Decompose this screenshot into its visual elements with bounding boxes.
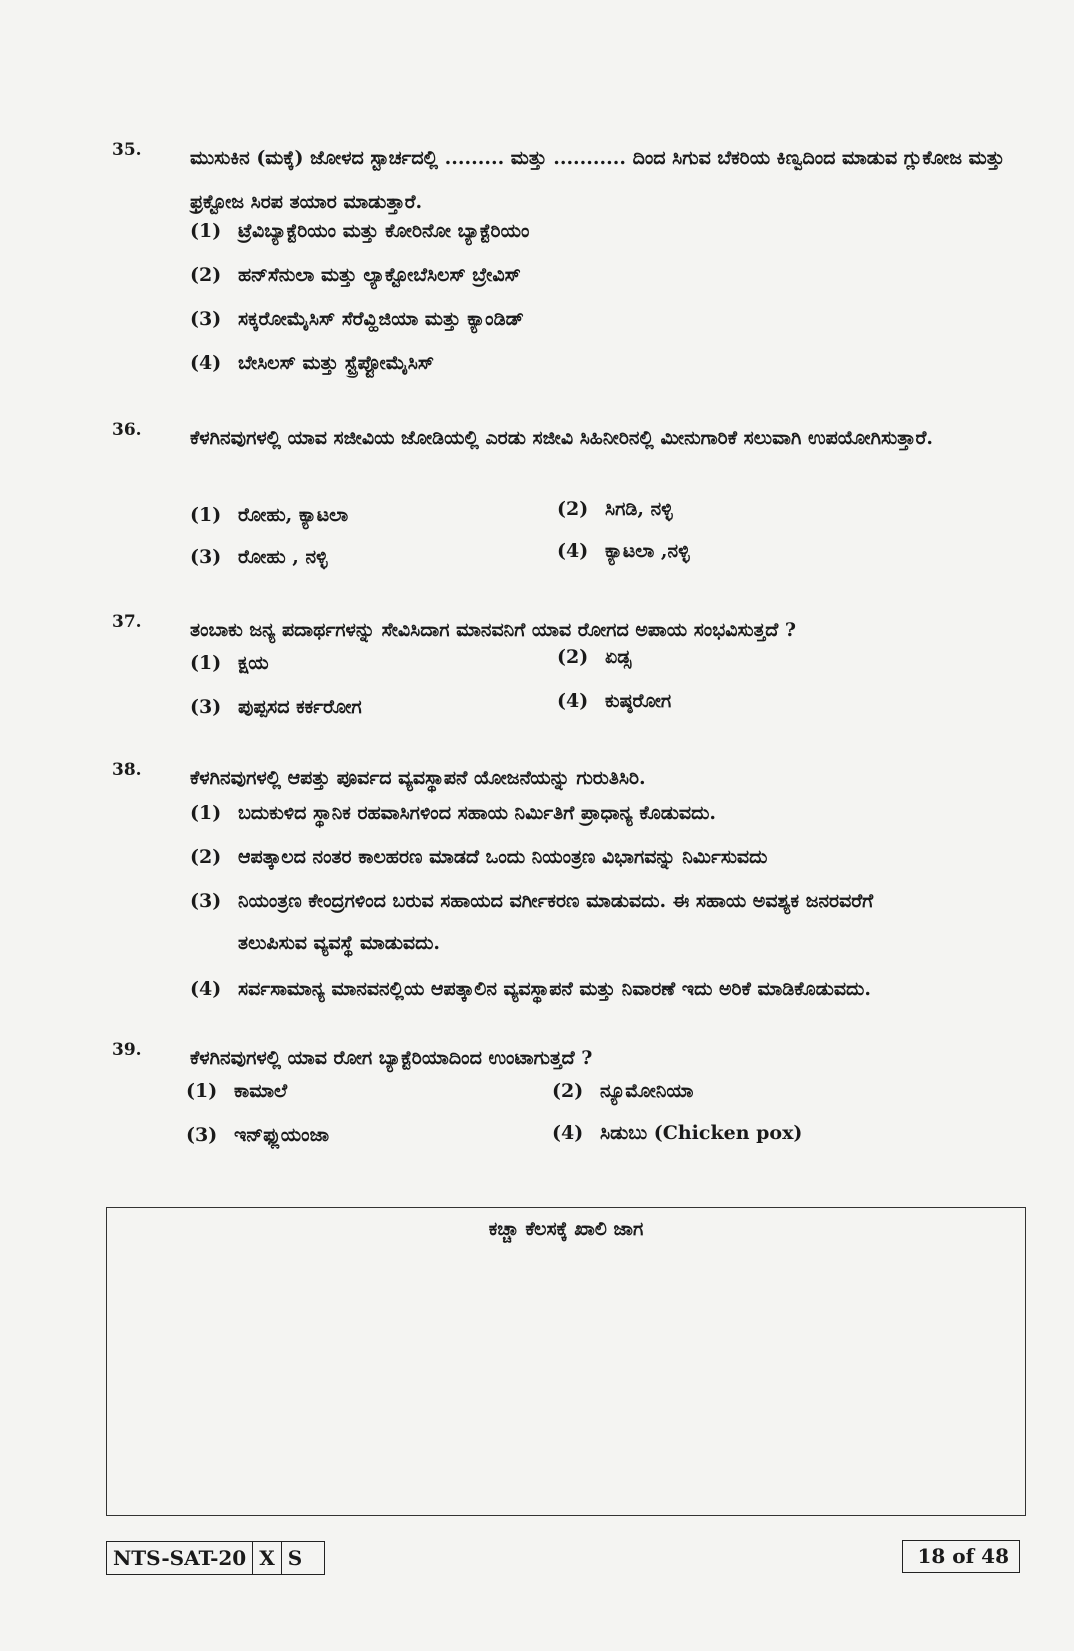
question-number: 39. [112,1040,142,1060]
question-text: ತಂಬಾಕು ಜನ್ಯ ಪದಾರ್ಥಗಳನ್ನು ಸೇವಿಸಿದಾಗ ಮಾನವನಿಗೆ ಯಾವ ರೋಗದ ಅಪಾಯ ಸಂಭವಿಸುತ್ತದೆ ? [190,619,797,641]
option-number: (3) [186,1124,218,1146]
option-number: (2) [190,846,222,868]
option-number: (2) [552,1080,584,1102]
paper-code-box [106,1541,325,1575]
paper-set: X [253,1542,282,1574]
option-number: (3) [190,696,222,718]
page-number: 18 of 48 [902,1540,1020,1573]
option-3-continued: ತಲುಪಿಸುವ ವ್ಯವಸ್ಥೆ ಮಾಡುವದು. [238,932,440,954]
option-text: ಸಕ್ಕರೋಮೈಸಿಸ್ ಸೆರೆವ್ಹಿಜಿಯಾ ಮತ್ತು ಕ್ಯಾಂಡಿಡ್ [238,308,524,330]
option-number: (3) [190,890,222,912]
question-text: ಕೆಳಗಿನವುಗಳಲ್ಲಿ ಯಾವ ರೋಗ ಬ್ಯಾಕ್ಟೆರಿಯಾದಿಂದ ಉಂಟಾಗುತ್ತದೆ ? [190,1047,593,1069]
option-2 [557,646,631,668]
option-number: (1) [190,802,222,824]
option-text: ಬೇಸಿಲಸ್ ಮತ್ತು ಸ್ಟ್ರೆಪ್ಟೋಮೈಸಿಸ್ [238,352,435,374]
option-number: (4) [557,540,589,562]
option-text: ಹನ್‌ಸೆನುಲಾ ಮತ್ತು ಲ್ಯಾಕ್ಟೋಬೆಸಿಲಸ್ ಬ್ರೇವಿಸ್ [238,264,521,286]
rough-work-title: ಕಚ್ಚಾ ಕೆಲಸಕ್ಕೆ ಖಾಲಿ ಜಾಗ [488,1218,644,1240]
option-number: (1) [190,220,222,242]
option-number: (1) [190,504,222,526]
option-1 [190,504,348,526]
option-number: (4) [557,690,589,712]
question-text: ಕೆಳಗಿನವುಗಳಲ್ಲಿ ಆಪತ್ತು ಪೂರ್ವದ ವ್ಯವಸ್ಥಾಪನೆ ಯೋಜನೆಯನ್ನು ಗುರುತಿಸಿರಿ. [190,767,646,789]
question-text: ಕೆಳಗಿನವುಗಳಲ್ಲಿ ಯಾವ ಸಜೀವಿಯ ಜೋಡಿಯಲ್ಲಿ ಎರಡು ಸಜೀವಿ ಸಿಹಿನೀರಿನಲ್ಲಿ ಮೀನುಗಾರಿಕೆ ಸಲುವಾಗಿ ಉಪಯೋಗಿಸುತ್ತಾರೆ. [190,427,933,449]
option-2 [190,264,521,286]
option-number: (2) [190,264,222,286]
question-text: ಮುಸುಕಿನ (ಮಕ್ಕೆ) ಜೋಳದ ಸ್ಟಾರ್ಚದಲ್ಲಿ ......... ಮತ್ತು ........... ದಿಂದ ಸಿಗುವ ಬೆಕರಿಯ ಕಿಣ್ವದಿಂದ ಮಾಡುವ ಗ್ಲುಕೋಜ ಮತ್ತು ಫ್ರಕ್ಟೋಜ ಸಿರಪ ತಯಾರ ಮಾಡುತ್ತಾರೆ. [190,147,1005,213]
option-2 [190,846,767,868]
option-1 [190,220,529,242]
option-4 [552,1122,802,1144]
option-3 [190,308,524,330]
rough-work-box [106,1207,1026,1516]
option-text: ಸಿಗಡಿ, ನಳ್ಳಿ [605,498,673,520]
option-1 [190,652,269,674]
option-text: ಕ್ಷಯ [238,652,269,674]
option-text: ಏಡ್ಸ [605,646,632,668]
option-text: ಇನ್‌ಫ್ಲುಯಂಜಾ [234,1124,330,1146]
option-text: ರೋಹು, ಕ್ಯಾಟಲಾ [238,504,349,526]
option-2 [552,1080,693,1102]
option-3 [190,696,362,718]
option-text: ಕಾಮಾಲೆ [234,1080,288,1102]
option-4 [557,540,690,562]
option-number: (2) [557,498,589,520]
option-4 [190,978,871,1000]
option-3 [186,1124,329,1146]
option-3 [190,546,328,568]
question-number: 36. [112,420,142,440]
option-text: ಆಪತ್ಕಾಲದ ನಂತರ ಕಾಲಹರಣ ಮಾಡದೆ ಒಂದು ನಿಯಂತ್ರಣ ವಿಭಾಗವನ್ನು ನಿರ್ಮಿಸುವದು [238,846,768,868]
question-number: 38. [112,760,142,780]
question-number: 35. [112,140,142,160]
option-1 [190,802,716,824]
option-text: ಬದುಕುಳಿದ ಸ್ಥಾನಿಕ ರಹವಾಸಿಗಳಿಂದ ಸಹಾಯ ನಿರ್ಮಿತಿಗೆ ಪ್ರಾಧಾನ್ಯ ಕೊಡುವದು. [238,802,717,824]
option-text: ಸರ್ವಸಾಮಾನ್ಯ ಮಾನವನಲ್ಲಿಯ ಆಪತ್ಕಾಲಿನ ವ್ಯವಸ್ಥಾಪನೆ ಮತ್ತು ನಿವಾರಣೆ ಇದು ಅರಿಕೆ ಮಾಡಿಕೊಡುವದು. [238,978,871,1000]
option-text: ರೋಹು , ನಳ್ಳಿ [238,546,328,568]
option-number: (3) [190,308,222,330]
option-number: (2) [557,646,589,668]
option-3 [190,890,873,912]
option-4 [190,352,434,374]
option-number: (3) [190,546,222,568]
option-text: ಕ್ಯಾಟಲಾ ,ನಳ್ಳಿ [605,540,690,562]
option-text: ನಿಯಂತ್ರಣ ಕೇಂದ್ರಗಳಿಂದ ಬರುವ ಸಹಾಯದ ವರ್ಗೀಕರಣ ಮಾಡುವದು. ಈ ಸಹಾಯ ಅವಶ್ಯಕ ಜನರವರೆಗೆ [238,890,874,912]
paper-language: S [287,1546,303,1570]
option-number: (4) [552,1122,584,1144]
option-number: (1) [186,1080,218,1102]
option-text: ಪುಪ್ಪಸದ ಕರ್ಕರೋಗ [238,696,362,718]
option-text: ಕುಷ್ಠರೋಗ [605,690,672,712]
option-4 [557,690,671,712]
paper-code: NTS-SAT-20 [107,1542,253,1574]
question-number: 37. [112,612,142,632]
option-number: (1) [190,652,222,674]
option-text: ಟ್ರೆವಿಬ್ಯಾಕ್ಟೆರಿಯಂ ಮತ್ತು ಕೋರಿನೋ ಬ್ಯಾಕ್ಟೆರಿಯಂ [238,220,530,242]
option-text: ನ್ಯೂಮೋನಿಯಾ [600,1080,694,1102]
option-text: ಸಿಡುಬು (Chicken pox) [600,1122,803,1144]
option-1 [186,1080,287,1102]
option-number: (4) [190,352,222,374]
option-number: (4) [190,978,222,1000]
option-2 [557,498,673,520]
